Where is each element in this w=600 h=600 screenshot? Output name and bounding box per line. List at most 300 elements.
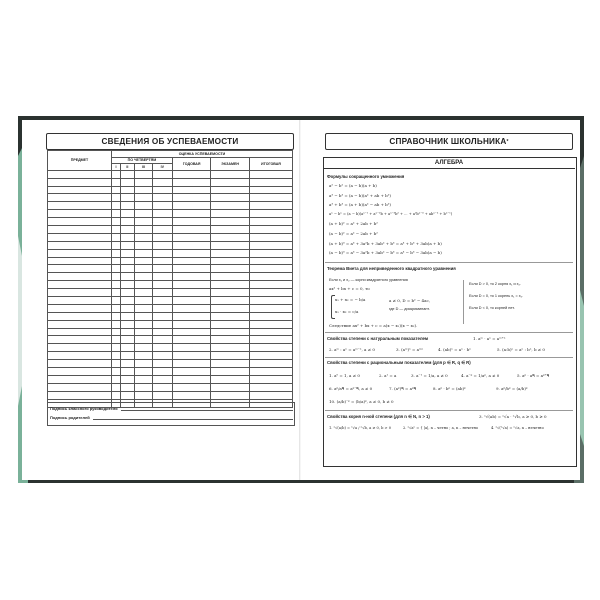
grade-cell[interactable]	[112, 241, 121, 249]
grade-cell[interactable]	[249, 257, 292, 265]
subject-header: ПРЕДМЕТ	[48, 151, 112, 171]
grade-cell[interactable]	[48, 257, 112, 265]
grade-cell[interactable]	[172, 273, 211, 281]
grade-cell[interactable]	[112, 312, 121, 320]
table-row	[48, 383, 293, 391]
grade-cell[interactable]	[134, 368, 152, 376]
grade-cell[interactable]	[48, 289, 112, 297]
grade-cell[interactable]	[172, 304, 211, 312]
grade-cell[interactable]	[112, 352, 121, 360]
rat-formula-1: 1. a⁰ = 1, a ≠ 0	[329, 373, 360, 378]
grade-cell[interactable]	[211, 194, 250, 202]
grade-cell[interactable]	[211, 202, 250, 210]
grade-cell[interactable]	[121, 383, 135, 391]
grade-cell[interactable]	[211, 352, 250, 360]
grade-cell[interactable]	[211, 297, 250, 305]
grade-cell[interactable]	[152, 233, 172, 241]
grade-cell[interactable]	[48, 281, 112, 289]
grade-cell[interactable]	[172, 233, 211, 241]
grade-cell[interactable]	[134, 241, 152, 249]
grade-cell[interactable]	[134, 391, 152, 399]
grade-cell[interactable]	[134, 312, 152, 320]
vieta-line-2: ax² + bx + c = 0, то	[329, 286, 370, 291]
vieta-case-3: Если D < 0, то корней нет.	[469, 306, 515, 310]
grade-cell[interactable]	[134, 352, 152, 360]
grade-cell[interactable]	[152, 265, 172, 273]
grade-cell[interactable]	[112, 383, 121, 391]
grade-cell[interactable]	[172, 336, 211, 344]
grade-cell[interactable]	[172, 186, 211, 194]
grade-cell[interactable]	[134, 210, 152, 218]
grade-cell[interactable]	[121, 233, 135, 241]
rat-formula-10: 10. (a/b)⁻ᵖ = (b/a)ᵖ, a ≠ 0, b ≠ 0	[329, 399, 394, 404]
table-row	[48, 194, 293, 202]
grade-cell[interactable]	[249, 226, 292, 234]
grade-cell[interactable]	[211, 265, 250, 273]
grade-cell[interactable]	[121, 170, 135, 178]
grade-cell[interactable]	[121, 265, 135, 273]
grade-cell[interactable]	[211, 249, 250, 257]
grade-cell[interactable]	[211, 233, 250, 241]
grade-cell[interactable]	[249, 375, 292, 383]
grade-cell[interactable]	[48, 241, 112, 249]
grade-cell[interactable]	[211, 178, 250, 186]
grade-cell[interactable]	[172, 218, 211, 226]
grade-cell[interactable]	[152, 297, 172, 305]
grade-cell[interactable]	[121, 281, 135, 289]
grade-cell[interactable]	[249, 170, 292, 178]
grade-cell[interactable]	[152, 383, 172, 391]
grade-cell[interactable]	[152, 375, 172, 383]
table-row	[48, 273, 293, 281]
table-row	[48, 265, 293, 273]
exam-header: ЭКЗАМЕН	[211, 157, 250, 170]
grade-cell[interactable]	[152, 328, 172, 336]
grade-cell[interactable]	[112, 178, 121, 186]
grade-cell[interactable]	[172, 320, 211, 328]
grade-cell[interactable]	[249, 352, 292, 360]
grade-cell[interactable]	[112, 186, 121, 194]
grade-cell[interactable]	[121, 194, 135, 202]
grade-cell[interactable]	[112, 257, 121, 265]
root-formula-2: 2. ⁿ√aⁿ = { |a|, n – четно ; a, n – нечетно	[403, 426, 479, 430]
right-page-title	[325, 133, 573, 150]
grade-cell[interactable]	[211, 289, 250, 297]
grade-cell[interactable]	[172, 257, 211, 265]
grade-cell[interactable]	[134, 289, 152, 297]
grade-cell[interactable]	[48, 210, 112, 218]
grade-cell[interactable]	[134, 249, 152, 257]
grade-cell[interactable]	[121, 312, 135, 320]
grade-cell[interactable]	[112, 336, 121, 344]
grade-cell[interactable]	[48, 265, 112, 273]
grade-cell[interactable]	[152, 281, 172, 289]
grade-cell[interactable]	[211, 241, 250, 249]
grade-cell[interactable]	[152, 210, 172, 218]
grade-cell[interactable]	[112, 344, 121, 352]
quarter-4-header: IV	[152, 164, 172, 171]
grade-cell[interactable]	[152, 360, 172, 368]
grade-cell[interactable]	[211, 344, 250, 352]
grade-cell[interactable]	[112, 249, 121, 257]
grade-cell[interactable]	[211, 218, 250, 226]
grade-cell[interactable]	[48, 194, 112, 202]
grade-cell[interactable]	[152, 170, 172, 178]
grade-cell[interactable]	[112, 194, 121, 202]
vieta-condition: a ≠ 0, D = b² − 4ac,	[389, 298, 430, 303]
title-asterisk: *	[506, 138, 509, 145]
grade-cell[interactable]	[152, 178, 172, 186]
divider-3	[325, 357, 573, 358]
grade-cell[interactable]	[152, 289, 172, 297]
quarter-1-header: I	[112, 164, 121, 171]
grade-cell[interactable]	[112, 170, 121, 178]
grade-cell[interactable]	[48, 352, 112, 360]
grade-cell[interactable]	[134, 186, 152, 194]
grade-cell[interactable]	[134, 344, 152, 352]
grade-cell[interactable]	[112, 218, 121, 226]
grade-cell[interactable]	[211, 210, 250, 218]
grade-cell[interactable]	[121, 360, 135, 368]
grade-cell[interactable]	[152, 273, 172, 281]
grade-cell[interactable]	[249, 178, 292, 186]
vieta-brace	[331, 295, 335, 319]
grade-cell[interactable]	[211, 312, 250, 320]
grade-cell[interactable]	[172, 226, 211, 234]
grade-cell[interactable]	[249, 273, 292, 281]
grade-cell[interactable]	[249, 194, 292, 202]
grade-cell[interactable]	[121, 336, 135, 344]
grade-cell[interactable]	[172, 289, 211, 297]
grade-cell[interactable]	[134, 273, 152, 281]
vieta-title: Теорема Виета для неприведенного квадратного уравнения	[327, 266, 456, 271]
grade-cell[interactable]	[48, 218, 112, 226]
grade-cell[interactable]	[112, 289, 121, 297]
divider-2	[325, 332, 573, 333]
grade-cell[interactable]	[152, 241, 172, 249]
grade-cell[interactable]	[48, 375, 112, 383]
grade-cell[interactable]	[112, 297, 121, 305]
table-row	[48, 281, 293, 289]
right-page-title-text: СПРАВОЧНИК ШКОЛЬНИКА	[389, 137, 507, 146]
grade-cell[interactable]	[172, 328, 211, 336]
grade-cell[interactable]	[48, 249, 112, 257]
vieta-product: x₁ · x₂ = c/a	[335, 309, 359, 314]
grade-cell[interactable]	[121, 304, 135, 312]
grade-cell[interactable]	[172, 312, 211, 320]
grade-cell[interactable]	[152, 202, 172, 210]
nat-formula-1: 1. aᵐ · aⁿ = aᵐ⁺ⁿ	[473, 336, 506, 341]
grade-cell[interactable]	[121, 391, 135, 399]
rat-formula-5: 5. aᵖ · aᑫ = aᵖ⁺ᑫ	[517, 373, 550, 378]
left-page	[22, 120, 301, 480]
final-header: ИТОГОВАЯ	[249, 157, 292, 170]
class-teacher-signature-line[interactable]	[121, 405, 293, 411]
rat-formula-7: 7. (aᵖ)ᑫ = aᵖᑫ	[389, 386, 417, 391]
grade-cell[interactable]	[211, 375, 250, 383]
grade-cell[interactable]	[121, 210, 135, 218]
rat-formula-4: 4. a⁻ᵖ = 1/aᵖ, a ≠ 0	[461, 373, 500, 378]
class-teacher-signature-label: Подпись классного руководителя	[50, 406, 118, 411]
grade-cell[interactable]	[172, 352, 211, 360]
vieta-divider	[463, 280, 464, 324]
grade-cell[interactable]	[211, 328, 250, 336]
grade-cell[interactable]	[172, 383, 211, 391]
grade-cell[interactable]	[121, 241, 135, 249]
grade-cell[interactable]	[249, 202, 292, 210]
grade-cell[interactable]	[48, 368, 112, 376]
grade-cell[interactable]	[152, 194, 172, 202]
grade-cell[interactable]	[134, 375, 152, 383]
rat-formula-2: 2. a¹ = a	[379, 373, 397, 378]
grade-cell[interactable]	[172, 281, 211, 289]
grade-cell[interactable]	[172, 297, 211, 305]
parents-signature-line[interactable]	[93, 414, 293, 420]
grade-cell[interactable]	[211, 336, 250, 344]
rat-formula-8: 8. aᵖ · bᵖ = (ab)ᵖ	[433, 386, 466, 391]
grade-cell[interactable]	[172, 249, 211, 257]
grade-cell[interactable]	[112, 368, 121, 376]
grade-cell[interactable]	[48, 170, 112, 178]
grade-cell[interactable]	[121, 218, 135, 226]
grade-cell[interactable]	[152, 249, 172, 257]
table-row	[48, 218, 293, 226]
grade-cell[interactable]	[48, 304, 112, 312]
grade-cell[interactable]	[249, 336, 292, 344]
grade-cell[interactable]	[152, 304, 172, 312]
grade-cell[interactable]	[211, 368, 250, 376]
table-row	[48, 320, 293, 328]
grade-cell[interactable]	[152, 336, 172, 344]
grade-cell[interactable]	[134, 265, 152, 273]
grade-cell[interactable]	[134, 202, 152, 210]
grade-cell[interactable]	[249, 368, 292, 376]
grade-cell[interactable]	[172, 344, 211, 352]
grade-cell[interactable]	[134, 178, 152, 186]
grades-table	[47, 150, 293, 408]
divider-1	[325, 262, 573, 263]
grade-cell[interactable]	[48, 202, 112, 210]
grade-cell[interactable]	[249, 289, 292, 297]
quarters-header: ПО ЧЕТВЕРТЯМ	[112, 157, 173, 164]
grade-cell[interactable]	[211, 391, 250, 399]
grade-cell[interactable]	[134, 383, 152, 391]
grade-cell[interactable]	[121, 273, 135, 281]
grade-cell[interactable]	[121, 202, 135, 210]
grade-cell[interactable]	[211, 186, 250, 194]
grade-cell[interactable]	[211, 257, 250, 265]
grade-cell[interactable]	[249, 391, 292, 399]
grade-cell[interactable]	[121, 178, 135, 186]
grade-cell[interactable]	[112, 202, 121, 210]
abbrev-formula: (a + b)² = a² + 2ab + b²	[329, 221, 378, 227]
grade-cell[interactable]	[152, 368, 172, 376]
nat-formula-2: 2. aᵐ : aⁿ = aᵐ⁻ⁿ, a ≠ 0	[329, 347, 375, 352]
grade-cell[interactable]	[134, 297, 152, 305]
grade-cell[interactable]	[121, 226, 135, 234]
table-row	[48, 257, 293, 265]
grade-cell[interactable]	[211, 281, 250, 289]
grade-cell[interactable]	[211, 383, 250, 391]
grade-cell[interactable]	[112, 320, 121, 328]
grade-cell[interactable]	[211, 304, 250, 312]
grade-cell[interactable]	[112, 360, 121, 368]
grade-cell[interactable]	[152, 218, 172, 226]
grade-cell[interactable]	[172, 265, 211, 273]
grade-cell[interactable]	[134, 257, 152, 265]
table-row	[48, 375, 293, 383]
grade-cell[interactable]	[249, 281, 292, 289]
table-row	[48, 328, 293, 336]
grade-cell[interactable]	[211, 170, 250, 178]
vieta-case-2: Если D = 0, то 1 корень x₁ = x₂.	[469, 294, 524, 298]
grade-cell[interactable]	[211, 273, 250, 281]
grade-cell[interactable]	[134, 360, 152, 368]
grade-cell[interactable]	[48, 328, 112, 336]
table-row	[48, 289, 293, 297]
grade-cell[interactable]	[121, 368, 135, 376]
grade-cell[interactable]	[121, 352, 135, 360]
grade-cell[interactable]	[249, 233, 292, 241]
grade-cell[interactable]	[112, 304, 121, 312]
grade-cell[interactable]	[112, 328, 121, 336]
grade-cell[interactable]	[48, 297, 112, 305]
grade-cell[interactable]	[249, 241, 292, 249]
grade-cell[interactable]	[121, 375, 135, 383]
table-row	[48, 178, 293, 186]
grade-cell[interactable]	[152, 226, 172, 234]
grade-cell[interactable]	[172, 202, 211, 210]
grade-cell[interactable]	[172, 375, 211, 383]
grade-cell[interactable]	[121, 328, 135, 336]
grade-cell[interactable]	[48, 186, 112, 194]
grade-cell[interactable]	[48, 320, 112, 328]
grade-cell[interactable]	[121, 344, 135, 352]
grade-cell[interactable]	[249, 320, 292, 328]
grade-cell[interactable]	[48, 383, 112, 391]
abbrev-formula: a³ + b³ = (a + b)(a² − ab + b²)	[329, 202, 391, 208]
grade-cell[interactable]	[112, 273, 121, 281]
left-page-title: СВЕДЕНИЯ ОБ УСПЕВАЕМОСТИ	[46, 133, 294, 150]
grades-header: ОЦЕНКА УСПЕВАЕМОСТИ	[112, 151, 293, 158]
grade-cell[interactable]	[172, 170, 211, 178]
grade-cell[interactable]	[152, 186, 172, 194]
nat-formula-4: 4. (ab)ⁿ = aⁿ · bⁿ	[438, 347, 471, 352]
grade-cell[interactable]	[152, 257, 172, 265]
grade-cell[interactable]	[249, 210, 292, 218]
grade-cell[interactable]	[172, 178, 211, 186]
grade-cell[interactable]	[121, 257, 135, 265]
grade-cell[interactable]	[112, 391, 121, 399]
grade-cell[interactable]	[134, 304, 152, 312]
grade-cell[interactable]	[112, 265, 121, 273]
grade-cell[interactable]	[48, 178, 112, 186]
grade-cell[interactable]	[249, 344, 292, 352]
grade-cell[interactable]	[211, 360, 250, 368]
grade-cell[interactable]	[121, 249, 135, 257]
grade-cell[interactable]	[152, 352, 172, 360]
grade-cell[interactable]	[134, 328, 152, 336]
grade-cell[interactable]	[134, 336, 152, 344]
grade-cell[interactable]	[172, 210, 211, 218]
grade-cell[interactable]	[48, 360, 112, 368]
grade-cell[interactable]	[134, 320, 152, 328]
grade-cell[interactable]	[134, 194, 152, 202]
grade-cell[interactable]	[249, 186, 292, 194]
grade-cell[interactable]	[249, 265, 292, 273]
grade-cell[interactable]	[249, 304, 292, 312]
grade-cell[interactable]	[48, 344, 112, 352]
grade-cell[interactable]	[172, 241, 211, 249]
root-formula-4: 4. ⁿ√(ⁿ√a) = ⁿ√a, n – нечетно	[491, 426, 544, 430]
grade-cell[interactable]	[112, 281, 121, 289]
grade-cell[interactable]	[121, 186, 135, 194]
grade-cell[interactable]	[48, 273, 112, 281]
grade-cell[interactable]	[134, 226, 152, 234]
grade-cell[interactable]	[121, 297, 135, 305]
grade-cell[interactable]	[172, 368, 211, 376]
vieta-corollary: Следствие ax² + bx + c = a(x − x₁)(x − x₂).	[329, 323, 418, 328]
grade-cell[interactable]	[112, 233, 121, 241]
abbrev-formula: (a − b)³ = a³ − 3a²b + 3ab² − b³ = a³ − b³ − 3ab(a − b)	[329, 250, 442, 256]
divider-4	[325, 410, 573, 411]
grade-cell[interactable]	[134, 218, 152, 226]
table-row	[48, 344, 293, 352]
grade-cell[interactable]	[112, 210, 121, 218]
grade-cell[interactable]	[249, 249, 292, 257]
nat-formula-3: 3. (aᵐ)ⁿ = aᵐⁿ	[396, 347, 424, 352]
grade-cell[interactable]	[48, 226, 112, 234]
grade-cell[interactable]	[112, 375, 121, 383]
rat-formula-9: 9. aᵖ/bᵖ = (a/b)ᵖ	[496, 386, 528, 391]
grade-cell[interactable]	[172, 391, 211, 399]
grade-cell[interactable]	[152, 312, 172, 320]
grade-cell[interactable]	[249, 328, 292, 336]
grade-cell[interactable]	[121, 289, 135, 297]
grade-cell[interactable]	[249, 312, 292, 320]
quarter-3-header: III	[134, 164, 152, 171]
grade-cell[interactable]	[48, 336, 112, 344]
natural-power-title: Свойства степени с натуральным показателем	[327, 336, 429, 341]
grade-cell[interactable]	[121, 320, 135, 328]
nat-formula-5: 5. (a:b)ⁿ = aⁿ : bⁿ, b ≠ 0	[497, 347, 545, 352]
grade-cell[interactable]	[48, 233, 112, 241]
grade-cell[interactable]	[134, 170, 152, 178]
grade-cell[interactable]	[249, 297, 292, 305]
grade-cell[interactable]	[48, 391, 112, 399]
rat-formula-6: 6. aᵖ/aᑫ = aᵖ⁻ᑫ, a ≠ 0	[329, 386, 373, 391]
grade-cell[interactable]	[152, 344, 172, 352]
table-row	[48, 368, 293, 376]
right-page	[301, 120, 580, 480]
grade-cell[interactable]	[249, 383, 292, 391]
grade-cell[interactable]	[172, 194, 211, 202]
grade-cell[interactable]	[211, 226, 250, 234]
table-row	[48, 186, 293, 194]
grade-cell[interactable]	[249, 218, 292, 226]
grade-cell[interactable]	[134, 233, 152, 241]
grade-cell[interactable]	[249, 360, 292, 368]
grade-cell[interactable]	[211, 320, 250, 328]
grade-cell[interactable]	[152, 320, 172, 328]
table-row	[48, 226, 293, 234]
grade-cell[interactable]	[134, 281, 152, 289]
grade-cell[interactable]	[112, 226, 121, 234]
grade-cell[interactable]	[172, 360, 211, 368]
grade-cell[interactable]	[48, 312, 112, 320]
grade-cell[interactable]	[152, 391, 172, 399]
class-teacher-signature	[47, 405, 293, 411]
